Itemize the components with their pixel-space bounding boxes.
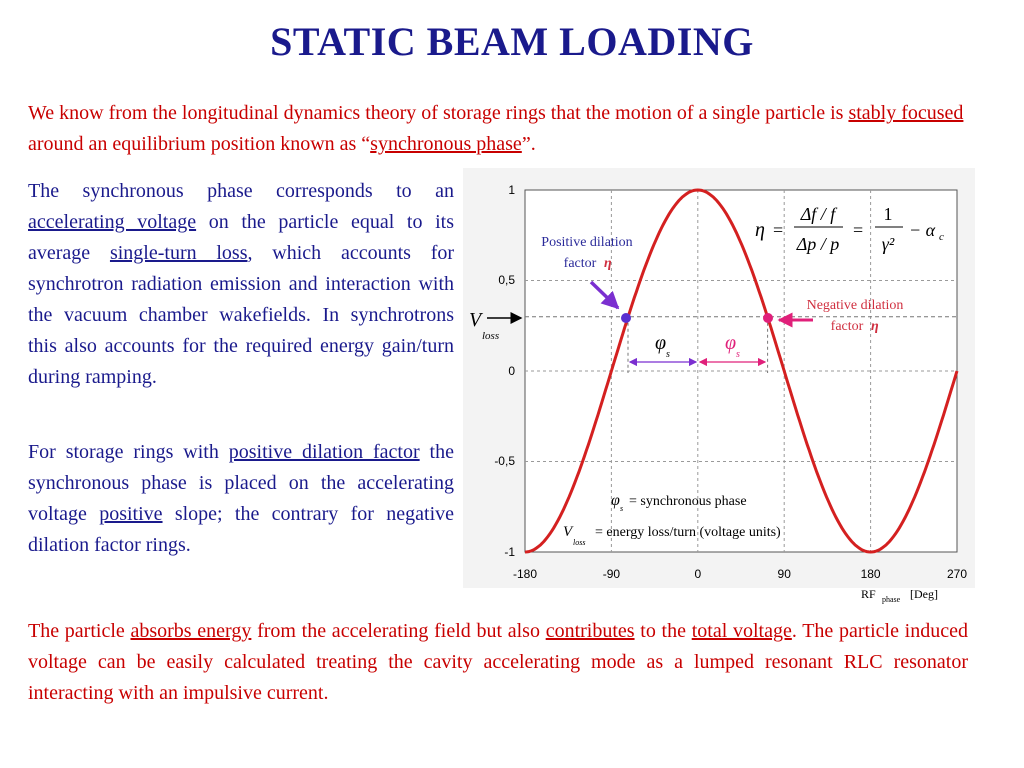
left1-underline-1: accelerating voltage [28,211,197,233]
left2-underline-2: positive [99,503,163,525]
sync-point-negative [763,313,773,323]
left-paragraph-1 [28,176,454,393]
formula-eq2: = [853,220,864,240]
left2-text-3: slope; the contrary for negative dilation factor rings. [28,503,454,556]
legend-v-sub: loss [573,538,586,547]
formula-den2: γ² [881,234,895,254]
left1-text-3: , which accounts for synchrotron radiation emission and interaction with the vacuum chamber wakefields. In synchrotrons this also accounts for the required energy gain/turn during ramping. [28,242,455,388]
y-tick-m1: -1 [504,545,515,559]
legend-phi-text: = synchronous phase [629,494,747,509]
intro-text-2: around an equilibrium position known as “ [28,133,371,155]
x-tick-0: 0 [694,567,702,581]
positive-label-eta: η [604,256,612,271]
bottom-text-1: The particle [28,620,131,642]
left1-text-2: on the particle equal to its average [28,211,454,264]
x-axis-unit: [Deg] [910,587,938,601]
legend-phi-symbol: φ [611,492,620,509]
negative-label-line1: Negative dilation [806,298,904,313]
formula-alpha-sub: c [939,231,944,243]
left1-underline-2: single-turn loss [109,242,248,264]
left2-text-2: the synchronous phase is placed on the accelerating voltage [28,441,454,525]
bottom-text-4: . The particle induced voltage can be easily calculated treating the cavity accelerating mode as a lumped resonant RLC resonator interacting with an impulsive current. [28,620,968,704]
slide-title: STATIC BEAM LOADING [270,19,754,64]
intro-text-1: We know from the longitudinal dynamics theory of storage rings that the motion of a single particle is [28,102,849,124]
y-tick-0: 0 [508,364,515,378]
formula-den1: Δp / p [796,234,840,254]
sync-point-positive [621,313,631,323]
intro-text-3: ”. [521,133,536,155]
phi-s-right-symbol: φ [725,332,737,354]
bottom-underline-2: contributes [545,620,635,642]
x-tick-180: 180 [860,567,881,581]
y-tick-1: 1 [508,183,515,197]
intro-underline-1: stably focused [848,102,964,124]
x-tick-m180: -180 [512,567,538,581]
voltage-figure [463,168,975,608]
negative-label-eta: η [871,319,879,334]
formula-num1: Δf / f [800,204,836,224]
bottom-paragraph [28,616,968,709]
positive-label-line1: Positive dilation [541,235,633,250]
legend-v-text: = energy loss/turn (voltage units) [595,525,781,540]
left2-underline-1: positive dilation factor [228,441,420,463]
formula-num2: 1 [883,204,893,224]
intro-paragraph [28,98,973,160]
x-tick-m90: -90 [602,567,621,581]
vloss-sub: loss [482,330,500,342]
bottom-underline-3: total voltage [691,620,792,642]
bottom-underline-1: absorbs energy [130,620,252,642]
bottom-text-2: from the accelerating field but also [251,620,546,642]
left2-text-1: For storage rings with [28,441,229,463]
phi-s-right-sub: s [736,349,740,360]
x-tick-270: 270 [946,567,968,581]
bottom-text-3: to the [634,620,692,642]
negative-label-line2: factor [830,319,864,334]
left1-text-1: The synchronous phase corresponds to an [28,180,454,202]
formula-eq1: = [773,220,784,240]
phi-s-left-symbol: φ [655,332,667,354]
phi-s-left-sub: s [666,349,670,360]
formula-eta: η [755,219,765,241]
left-paragraph-2 [28,437,454,561]
y-tick-m05: -0,5 [494,454,515,468]
voltage-chart [463,168,975,608]
y-tick-05: 0,5 [498,273,515,287]
x-axis-label [861,587,938,604]
legend-phi-sub: s [620,504,624,513]
vloss-letter: V [469,309,482,331]
formula-minus-alpha: − α [909,220,936,240]
legend-v-letter: V [563,524,573,540]
x-axis-rf: RF [861,587,876,601]
x-axis-sub: phase [882,595,901,604]
positive-label-line2: factor [563,256,597,271]
x-tick-90: 90 [777,567,791,581]
intro-underline-2: synchronous phase [370,133,522,155]
